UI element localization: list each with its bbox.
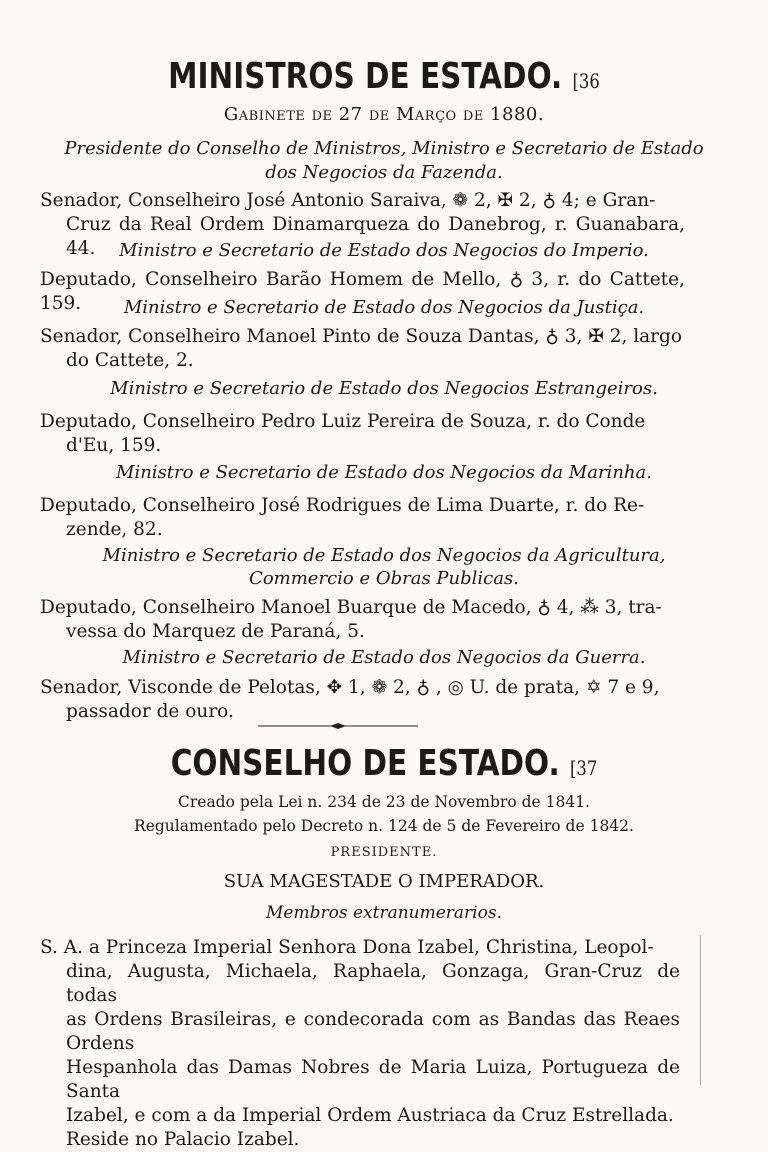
agricultura-heading-l1: Ministro e Secretario de Estado dos Negocios da Agricultura, (102, 545, 666, 566)
entry-izabel-l6: Reside no Palacio Izabel. (66, 1129, 300, 1150)
gabinete-line: Gabinete de 27 de Março de 1880. (223, 104, 545, 125)
entry-dantas-l2: do Cattete, 2. (66, 350, 194, 371)
entry-macedo (40, 596, 685, 644)
ornament-divider (258, 723, 418, 729)
entry-macedo-l1: Deputado, Conselheiro Manoel Buarque de Macedo, ♁ 4, ⁂ 3, tra- (40, 597, 662, 618)
heading-conselho (69, 743, 699, 784)
margin-rule (700, 935, 701, 1085)
entry-mello: Deputado, Conselheiro Barão Homem de Mello, ♁ 3, r. do Cattete, 159. (40, 269, 685, 314)
entry-saraiva-l1: Senador, Conselheiro José Antonio Saraiva, ❁ 2, ✠ 2, ♁ 4; e Gran- (40, 190, 656, 211)
presidente-label: PRESIDENTE. (330, 845, 438, 860)
membros-heading: Membros extranumerarios. (266, 903, 502, 923)
heading-ministros-title: MINISTROS DE ESTADO. (168, 56, 563, 97)
regulamentado-line: Regulamentado pelo Decreto n. 124 de 5 de Fevereiro de 1842. (134, 817, 634, 835)
heading-ministros (69, 56, 699, 97)
entry-duarte-l1: Deputado, Conselheiro José Rodrigues de Lima Duarte, r. do Re- (40, 495, 645, 516)
entry-izabel-l2: dina, Augusta, Michaela, Raphaela, Gonzaga, Gran-Cruz de todas (66, 961, 680, 1006)
entry-izabel-l4: Hespanhola das Damas Nobres de Maria Luiza, Portugueza de Santa (66, 1057, 680, 1102)
entry-saraiva-l2: Cruz da Real Ordem Dinamarqueza do Danebrog, r. Guanabara, 44. (66, 214, 685, 259)
heading-conselho-title: CONSELHO DE ESTADO. (170, 743, 560, 784)
entry-pelotas-l2: passador de ouro. (66, 701, 234, 722)
entry-dantas (40, 325, 685, 373)
entry-pelotas-l1: Senador, Visconde de Pelotas, ✥ 1, ❁ 2, ♁ , ◎ U. de prata, ✡ 7 e 9, (40, 677, 660, 698)
entry-izabel-l5: Izabel, e com a da Imperial Ordem Austriaca da Cruz Estrellada. (66, 1105, 674, 1126)
page-ref-36: [36 (572, 69, 600, 93)
entry-duarte-l2: zende, 82. (66, 519, 163, 540)
agricultura-heading-l2: Commercio e Obras Publicas. (249, 568, 519, 589)
entry-macedo-l2: vessa do Marquez de Paraná, 5. (66, 621, 365, 642)
presidente-heading-l1: Presidente do Conselho de Ministros, Ministro e Secretario de Estado (64, 138, 704, 159)
entry-izabel (40, 936, 680, 1152)
marinha-heading: Ministro e Secretario de Estado dos Negocios da Marinha. (116, 462, 652, 483)
entry-izabel-l1: S. A. a Princeza Imperial Senhora Dona Izabel, Christina, Leopol- (40, 937, 654, 958)
imperio-heading: Ministro e Secretario de Estado dos Negocios do Imperio. (119, 240, 649, 261)
justica-heading: Ministro e Secretario de Estado dos Negocios da Justiça. (123, 297, 645, 318)
entry-souza-l2: d'Eu, 159. (66, 435, 162, 456)
entry-souza-l1: Deputado, Conselheiro Pedro Luiz Pereira de Souza, r. do Conde (40, 411, 646, 432)
presidente-heading-l2: dos Negocios da Fazenda. (265, 162, 503, 183)
estrangeiros-heading: Ministro e Secretario de Estado dos Negocios Estrangeiros. (110, 378, 658, 399)
guerra-heading: Ministro e Secretario de Estado dos Negocios da Guerra. (122, 647, 646, 668)
entry-duarte (40, 494, 685, 542)
entry-pelotas (40, 676, 685, 724)
entry-dantas-l1: Senador, Conselheiro Manoel Pinto de Souza Dantas, ♁ 3, ✠ 2, largo (40, 326, 682, 347)
imperador-line: SUA MAGESTADE O IMPERADOR. (223, 871, 545, 892)
entry-souza (40, 410, 685, 458)
creado-line: Creado pela Lei n. 234 de 23 de Novembro de 1841. (178, 793, 590, 811)
entry-izabel-l3: as Ordens Brasileiras, e condecorada com as Bandas das Reaes Ordens (66, 1009, 680, 1054)
page-ref-37: [37 (570, 756, 598, 780)
